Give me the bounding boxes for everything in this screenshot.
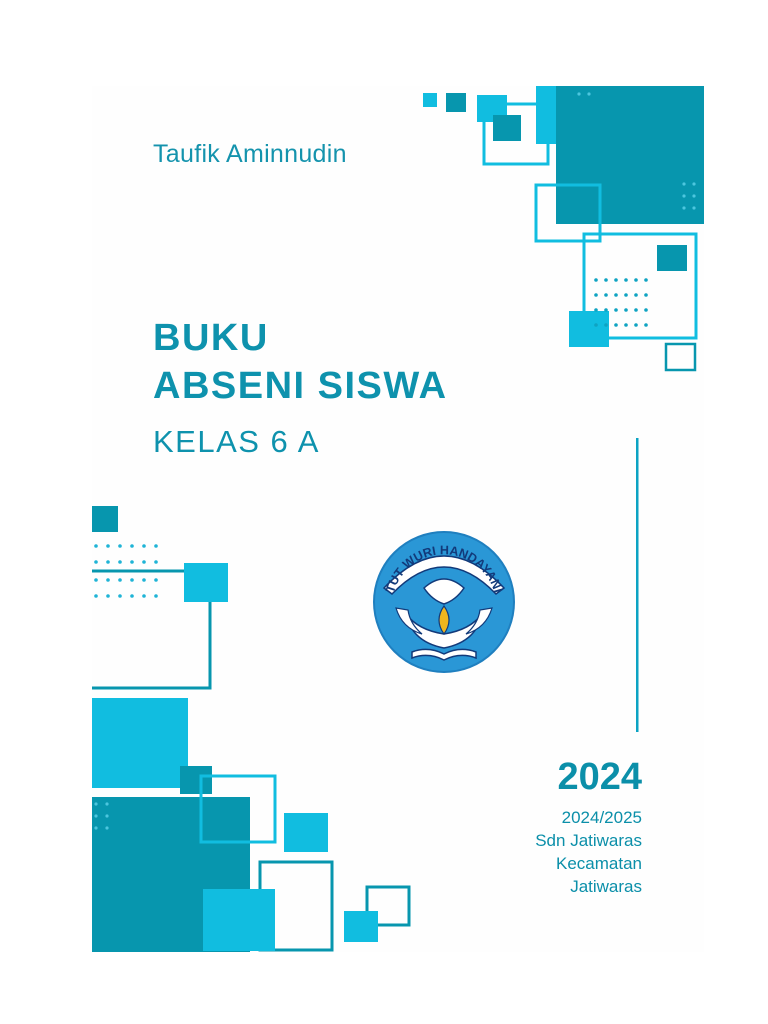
tut-wuri-handayani-emblem-icon: [372, 530, 516, 674]
author-name: Taufik Aminnudin: [153, 140, 347, 168]
school-name: Sdn Jatiwaras: [535, 831, 642, 850]
book-title-line-1: BUKU: [153, 317, 269, 359]
district-name: Jatiwaras: [570, 877, 642, 896]
district-label: Kecamatan: [556, 854, 642, 873]
class-subtitle: KELAS 6 A: [153, 424, 320, 459]
book-title: [153, 314, 448, 410]
book-title-line-2: ABSENI SISWA: [153, 365, 448, 407]
year: 2024: [557, 756, 642, 798]
school-info: [535, 806, 642, 898]
academic-year: 2024/2025: [561, 808, 642, 827]
logo-motto: TUT WURI HANDAYANI: [383, 543, 506, 595]
